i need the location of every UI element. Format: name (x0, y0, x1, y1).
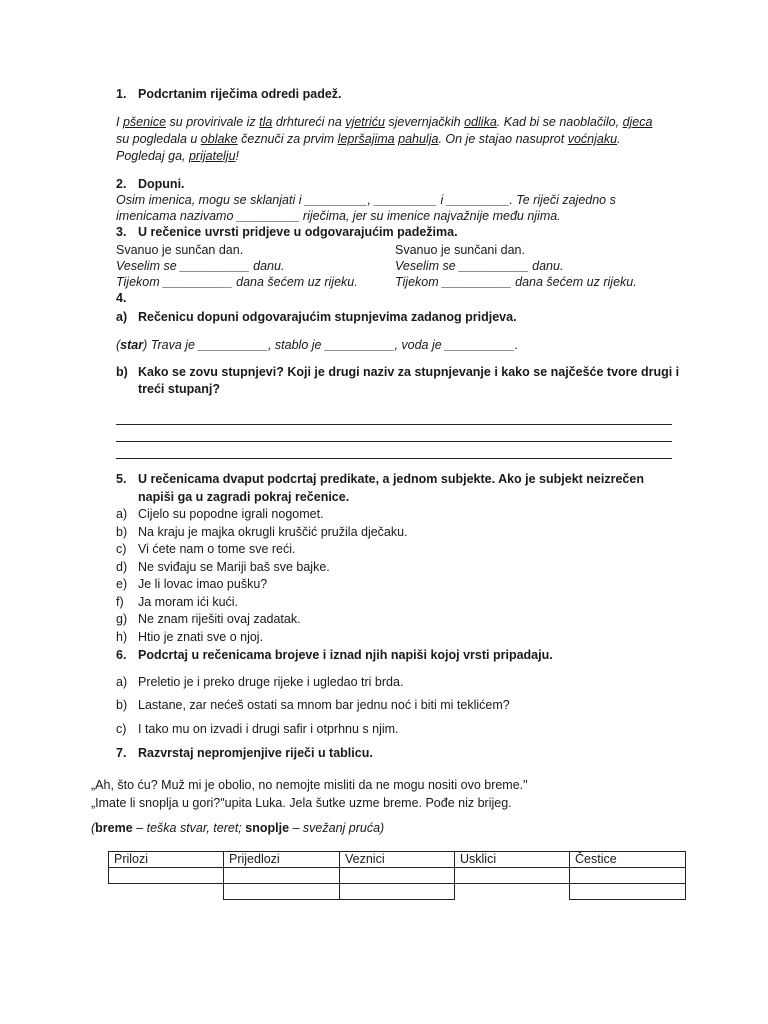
q2-number: 2. (116, 177, 127, 191)
answer-line (116, 424, 672, 425)
table-cell-empty (109, 884, 224, 900)
q1-text-line-1: I pšenice su provirivale iz tla drhtureći na vjetriću sjevernjačkih odlika. Kad bi se naoblačilo, djeca (116, 115, 653, 129)
list-item: f) Ja moram ići kući. (116, 595, 239, 609)
table-cell[interactable] (224, 868, 340, 884)
q3-left-sentence-3: Tijekom __________ dana šećem uz rijeku. (116, 275, 358, 289)
q4b-text-line-2: treći stupanj? (138, 382, 220, 396)
q3-title: U rečenice uvrsti pridjeve u odgovarajućim padežima. (138, 225, 458, 239)
list-item: g) Ne znam riješiti ovaj zadatak. (116, 612, 301, 626)
table-header-cestice: Čestice (570, 852, 686, 868)
table-cell-empty (455, 884, 570, 900)
list-item: d) Ne sviđaju se Mariji baš sve bajke. (116, 560, 330, 574)
table-cell[interactable] (455, 868, 570, 884)
table-header-veznici: Veznici (340, 852, 455, 868)
q5-number: 5. (116, 472, 127, 486)
q6-title: Podcrtaj u rečenicama brojeve i iznad njih napiši kojoj vrsti pripadaju. (138, 648, 553, 662)
list-item: a) Cijelo su popodne igrali nogomet. (116, 507, 324, 521)
q3-left-sentence-2: Veselim se __________ danu. (116, 259, 285, 273)
q3-right-sentence-3: Tijekom __________ dana šećem uz rijeku. (395, 275, 637, 289)
q7-quote-line-2: „Imate li snoplja u gori?"upita Luka. Jela šutke uzme breme. Pođe niz brijeg. (91, 796, 512, 810)
q7-gloss: (breme – teška stvar, teret; snoplje – svežanj pruća) (91, 821, 385, 835)
table-cell[interactable] (224, 884, 340, 900)
list-item: e) Je li lovac imao pušku? (116, 577, 268, 591)
q3-left-sentence-1: Svanuo je sunčan dan. (116, 243, 244, 257)
q1-number: 1. (116, 87, 127, 101)
q1-text-line-2: su pogledala u oblake čeznuči za prvim lepršajima pahulja. On je stajao nasuprot voćnjaku. (116, 132, 621, 146)
q2-text-line-1: Osim imenica, mogu se sklanjati i _________, _________ i _________. Te riječi zajedno s (116, 193, 616, 207)
q5-title-line-1: U rečenicama dvaput podcrtaj predikate, a jednom subjekte. Ako je subjekt neizrečen (138, 472, 644, 486)
table-cell[interactable] (340, 868, 455, 884)
list-item: c) Vi ćete nam o tome sve reći. (116, 542, 296, 556)
q7-title: Razvrstaj nepromjenjive riječi u tablicu. (138, 746, 373, 760)
list-item: b) Na kraju je majka okrugli kruščić pružila dječaku. (116, 525, 408, 539)
q3-number: 3. (116, 225, 127, 239)
table-cell[interactable] (570, 868, 686, 884)
table-header-prijedlozi: Prijedlozi (224, 852, 340, 868)
q2-text-line-2: imenicama nazivamo _________ riječima, jer su imenice najvažnije među njima. (116, 209, 561, 223)
table-cell[interactable] (109, 868, 224, 884)
q7-quote-line-1: „Ah, što ću? Muž mi je obolio, no nemojte misliti da ne mogu nositi ovo breme." (91, 778, 528, 792)
q4a-letter: a) (116, 310, 128, 324)
q4a-title: Rečenicu dopuni odgovarajućim stupnjevima zadanog pridjeva. (138, 310, 517, 324)
table-row (109, 868, 686, 884)
table-header-usklici: Usklici (455, 852, 570, 868)
table-cell[interactable] (570, 884, 686, 900)
q4b-text-line-1: Kako se zovu stupnjevi? Koji je drugi naziv za stupnjevanje i kako se najčešće tvore drugi i (138, 365, 680, 379)
q5-title-line-2: napiši ga u zagradi pokraj rečenice. (138, 490, 350, 504)
list-item: c) I tako mu on izvadi i drugi safir i otprhnu s njim. (116, 722, 399, 736)
table-header-row (109, 852, 686, 868)
table-row (109, 884, 686, 900)
q4b-letter: b) (116, 365, 128, 379)
word-type-table (108, 851, 686, 900)
q1-text-line-3: Pogledaj ga, prijatelju! (116, 149, 240, 163)
q4a-sentence: (star) Trava je __________, stablo je __________, voda je __________. (116, 338, 519, 352)
q3-right-sentence-1: Svanuo je sunčani dan. (395, 243, 525, 257)
q3-right-sentence-2: Veselim se __________ danu. (395, 259, 564, 273)
q2-title: Dopuni. (138, 177, 185, 191)
table-header-prilozi: Prilozi (109, 852, 224, 868)
q7-number: 7. (116, 746, 127, 760)
q6-number: 6. (116, 648, 127, 662)
answer-line (116, 441, 672, 442)
table-cell[interactable] (340, 884, 455, 900)
answer-line (116, 458, 672, 459)
q1-title: Podcrtanim riječima odredi padež. (138, 87, 342, 101)
list-item: h) Htio je znati sve o njoj. (116, 630, 264, 644)
q4-number: 4. (116, 291, 127, 305)
list-item: a) Preletio je i preko druge rijeke i ugledao tri brda. (116, 675, 404, 689)
list-item: b) Lastane, zar nećeš ostati sa mnom bar jednu noć i biti mi teklićem? (116, 698, 510, 712)
